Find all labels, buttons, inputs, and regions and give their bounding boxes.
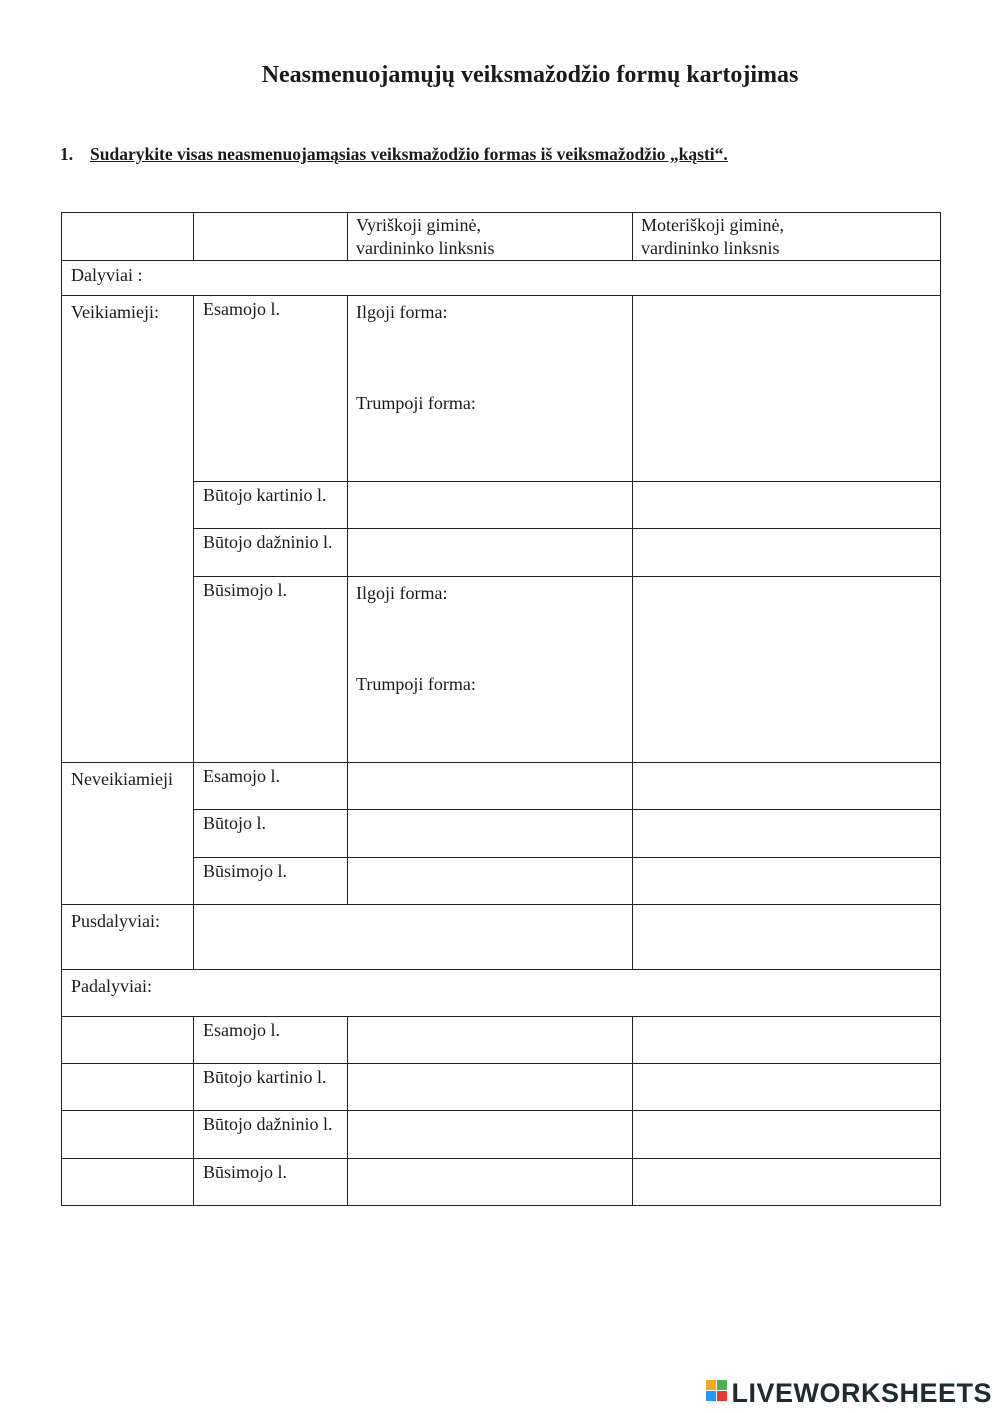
answer-cell-masculine[interactable] [348,1064,633,1111]
answer-cell-masculine[interactable] [348,763,633,810]
answer-cell-masculine[interactable] [348,482,633,529]
long-form-label: Ilgoji forma: [356,302,448,322]
short-form-label: Trumpoji forma: [356,674,476,694]
logo-block [706,1380,716,1390]
row-label: Būsimojo l. [194,1159,348,1206]
row-label: Būtojo dažninio l. [194,529,348,577]
answer-cell-masculine[interactable] [348,1017,633,1064]
answer-cell-feminine[interactable] [633,482,941,529]
answer-cell-feminine[interactable] [633,1064,941,1111]
page-title: Neasmenuojamųjų veiksmažodžio formų kartojimas [261,62,799,88]
group-label-neveikiamieji: Neveikiamieji [62,763,194,905]
section-row-dalyviai [62,261,941,296]
logo-block [706,1391,716,1401]
verb-forms-table [61,212,941,1206]
table-row [62,858,941,905]
row-label: Būtojo dažninio l. [194,1111,348,1159]
row-label: Būtojo kartinio l. [194,482,348,529]
header-empty-cell [194,213,348,261]
logo-blocks-icon [706,1380,728,1406]
table-row [62,1111,941,1159]
header-masculine-line1: Vyriškoji giminė, [356,215,481,235]
short-form-label: Trumpoji forma: [356,393,476,413]
answer-cell-masculine[interactable] [348,577,633,763]
row-label: Būsimojo l. [194,577,348,763]
header-feminine-line2: vardininko linksnis [641,238,780,258]
logo-block [717,1380,727,1390]
answer-cell-feminine[interactable] [633,810,941,858]
long-form-label: Ilgoji forma: [356,583,448,603]
section-label-padalyviai: Padalyviai: [62,970,941,1017]
answer-cell-masculine[interactable] [348,1159,633,1206]
row-label: Būtojo l. [194,810,348,858]
answer-cell-feminine[interactable] [633,763,941,810]
header-masculine [348,213,633,261]
answer-cell-masculine[interactable] [348,810,633,858]
row-label: Esamojo l. [194,1017,348,1064]
group-label-veikiamieji: Veikiamieji: [62,296,194,763]
row-label: Būsimojo l. [194,858,348,905]
row-label: Esamojo l. [194,296,348,482]
header-masculine-line2: vardininko linksnis [356,238,495,258]
table-row [62,1159,941,1206]
empty-cell [62,1111,194,1159]
table-header-row [62,213,941,261]
section-row-padalyviai [62,970,941,1017]
answer-cell-masculine[interactable] [348,529,633,577]
header-empty-cell [62,213,194,261]
answer-cell-masculine[interactable] [348,1111,633,1159]
header-feminine-line1: Moteriškoji giminė, [641,215,784,235]
answer-cell-feminine[interactable] [633,1017,941,1064]
table-row [62,577,941,763]
liveworksheets-logo [706,1377,992,1409]
logo-text: LIVEWORKSHEETS [731,1377,992,1408]
answer-cell-feminine[interactable] [633,858,941,905]
answer-cell-feminine[interactable] [633,529,941,577]
empty-cell [62,1017,194,1064]
section-label-dalyviai: Dalyviai : [62,261,941,296]
answer-cell-masculine[interactable] [348,858,633,905]
table-row [62,1017,941,1064]
answer-cell-masculine[interactable] [348,296,633,482]
task-instruction [60,144,728,165]
answer-cell-feminine[interactable] [633,296,941,482]
table-row [62,529,941,577]
answer-cell-feminine[interactable] [633,1111,941,1159]
empty-cell [62,1064,194,1111]
table-row [62,296,941,482]
table-row [62,905,941,970]
table-row [62,810,941,858]
row-label: Esamojo l. [194,763,348,810]
table-row [62,1064,941,1111]
empty-cell [62,1159,194,1206]
task-number: 1. [60,144,74,164]
answer-cell-masculine[interactable] [194,905,633,970]
table-row [62,763,941,810]
table-row [62,482,941,529]
task-text: Sudarykite visas neasmenuojamąsias veiksmažodžio formas iš veiksmažodžio „kąsti“. [90,144,728,164]
answer-cell-feminine[interactable] [633,905,941,970]
row-label: Būtojo kartinio l. [194,1064,348,1111]
answer-cell-feminine[interactable] [633,577,941,763]
group-label-pusdalyviai: Pusdalyviai: [62,905,194,970]
header-feminine [633,213,941,261]
answer-cell-feminine[interactable] [633,1159,941,1206]
logo-block [717,1391,727,1401]
